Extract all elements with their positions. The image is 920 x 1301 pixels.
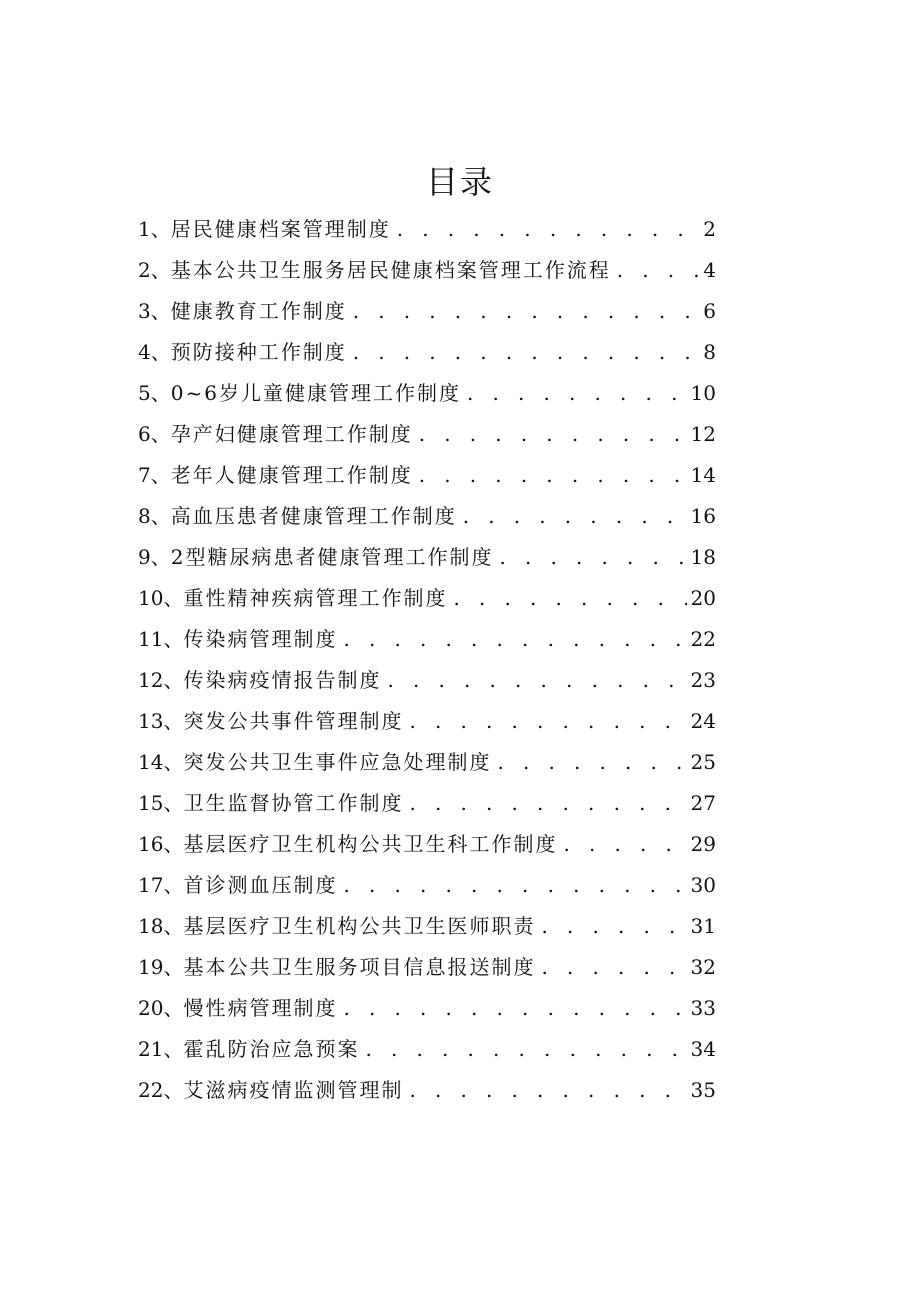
- toc-entry-label: 居民健康档案管理制度: [170, 217, 391, 241]
- toc-entry: [138, 824, 716, 865]
- toc-entry-label: 霍乱防治应急预案: [183, 1037, 360, 1061]
- toc-dot-leader: [397, 209, 700, 250]
- toc-entry-page-number: 25: [690, 750, 716, 774]
- toc-entry-number: 2、: [138, 258, 171, 282]
- toc-entry-label: 卫生监督协管工作制度: [183, 791, 404, 815]
- toc-dot-leader: [541, 906, 686, 947]
- toc-dot-leader: [343, 865, 686, 906]
- toc-entry-page-number: 33: [690, 996, 716, 1020]
- toc-entry-number: 13、: [138, 709, 184, 733]
- toc-dot-leader: [463, 496, 687, 537]
- toc-entry-page-number: 23: [690, 668, 716, 692]
- toc-entry-number: 9、: [138, 545, 171, 569]
- toc-entry-page-number: 20: [690, 586, 716, 610]
- toc-entry: [138, 701, 716, 742]
- toc-entry-label: 重性精神疾病管理工作制度: [183, 586, 448, 610]
- toc-entry: [138, 1029, 716, 1070]
- toc-entry-number: 5、: [138, 381, 171, 405]
- toc-dot-leader: [467, 373, 687, 414]
- toc-entry-label: 传染病疫情报告制度: [183, 668, 382, 692]
- toc-entry-page-number: 4: [703, 258, 716, 282]
- toc-entry-page-number: 22: [690, 627, 716, 651]
- toc-entry-label: 突发公共事件管理制度: [183, 709, 404, 733]
- toc-entry-number: 1、: [138, 217, 171, 241]
- toc-dot-leader: [365, 1029, 686, 1070]
- toc-entry-page-number: 12: [690, 422, 716, 446]
- toc-entry-page-number: 34: [690, 1037, 716, 1061]
- toc-entry-page-number: 18: [690, 545, 716, 569]
- toc-entry: [138, 291, 716, 332]
- toc-entry-label: 预防接种工作制度: [170, 340, 347, 364]
- toc-dot-leader: [353, 332, 700, 373]
- toc-dot-leader: [419, 455, 687, 496]
- toc-entry-number: 7、: [138, 463, 171, 487]
- toc-entry-label: 高血压患者健康管理工作制度: [170, 504, 457, 528]
- toc-entry: [138, 414, 716, 455]
- toc-entry: [138, 250, 716, 291]
- toc-entry-number: 14、: [138, 750, 184, 774]
- toc-entry-number: 3、: [138, 299, 171, 323]
- toc-entry-label: 慢性病管理制度: [183, 996, 338, 1020]
- toc-entry: [138, 578, 716, 619]
- toc-entry-page-number: 29: [690, 832, 716, 856]
- toc-entry-number: 8、: [138, 504, 171, 528]
- toc-entry-page-number: 6: [703, 299, 716, 323]
- toc-entry-label: 传染病管理制度: [183, 627, 338, 651]
- toc-entry-number: 16、: [138, 832, 184, 856]
- toc-entry-number: 18、: [138, 914, 184, 938]
- toc-dot-leader: [343, 988, 686, 1029]
- toc-entry-page-number: 2: [703, 217, 716, 241]
- toc-dot-leader: [409, 783, 686, 824]
- toc-entry-label: 基本公共卫生服务项目信息报送制度: [183, 955, 536, 979]
- toc-entry-page-number: 32: [690, 955, 716, 979]
- toc-entry: [138, 1070, 716, 1111]
- toc-entry-number: 10、: [138, 586, 184, 610]
- toc-entry: [138, 865, 716, 906]
- toc-entry-label: 孕产妇健康管理工作制度: [170, 422, 413, 446]
- toc-dot-leader: [409, 1070, 686, 1111]
- toc-dot-leader: [419, 414, 687, 455]
- toc-entry-label: 基层医疗卫生机构公共卫生科工作制度: [183, 832, 558, 856]
- toc-entry-number: 22、: [138, 1078, 184, 1102]
- toc-entry: [138, 455, 716, 496]
- toc-entry: [138, 906, 716, 947]
- toc-entry-label: 首诊测血压制度: [183, 873, 338, 897]
- toc-entry: [138, 332, 716, 373]
- toc-dot-leader: [563, 824, 686, 865]
- toc-entry-page-number: 16: [690, 504, 716, 528]
- toc-entry-page-number: 8: [703, 340, 716, 364]
- toc-entry-label: 艾滋病疫情监测管理制: [183, 1078, 404, 1102]
- toc-entry-number: 6、: [138, 422, 171, 446]
- toc-dot-leader: [409, 701, 686, 742]
- toc-entry: [138, 742, 716, 783]
- toc-entry-number: 4、: [138, 340, 171, 364]
- toc-entry-label: 0~6岁儿童健康管理工作制度: [170, 381, 461, 405]
- toc-entry: [138, 947, 716, 988]
- toc-dot-leader: [387, 660, 686, 701]
- toc-entry-label: 老年人健康管理工作制度: [170, 463, 413, 487]
- toc-entry-page-number: 30: [690, 873, 716, 897]
- toc-dot-leader: [497, 742, 686, 783]
- toc-entry-page-number: 31: [690, 914, 716, 938]
- toc-entry-number: 15、: [138, 791, 184, 815]
- toc-entry-page-number: 35: [690, 1078, 716, 1102]
- toc-entry: [138, 373, 716, 414]
- toc-entry-label: 突发公共卫生事件应急处理制度: [183, 750, 492, 774]
- toc-entry-page-number: 14: [690, 463, 716, 487]
- toc-title: 目录: [425, 163, 494, 201]
- toc-entry-label: 2型糖尿病患者健康管理工作制度: [170, 545, 494, 569]
- toc-entry-number: 20、: [138, 996, 184, 1020]
- toc-entry-page-number: 24: [690, 709, 716, 733]
- toc-entry: [138, 783, 716, 824]
- toc-entry-label: 基本公共卫生服务居民健康档案管理工作流程: [170, 258, 611, 282]
- toc-entry: [138, 619, 716, 660]
- toc-entry-page-number: 10: [690, 381, 716, 405]
- toc-dot-leader: [453, 578, 686, 619]
- toc-entry: [138, 209, 716, 250]
- toc-entry-page-number: 27: [690, 791, 716, 815]
- toc-dot-leader: [617, 250, 700, 291]
- toc-entry-number: 11、: [138, 627, 184, 651]
- toc-entry-number: 19、: [138, 955, 184, 979]
- toc-entry: [138, 660, 716, 701]
- toc-entry-number: 12、: [138, 668, 184, 692]
- toc-dot-leader: [353, 291, 700, 332]
- toc-entry-label: 基层医疗卫生机构公共卫生医师职责: [183, 914, 536, 938]
- toc-entry: [138, 537, 716, 578]
- toc-entry-number: 17、: [138, 873, 184, 897]
- toc-dot-leader: [499, 537, 686, 578]
- toc-dot-leader: [541, 947, 686, 988]
- toc-list: [138, 209, 716, 1111]
- toc-entry: [138, 496, 716, 537]
- toc-entry-number: 21、: [138, 1037, 184, 1061]
- toc-dot-leader: [343, 619, 686, 660]
- toc-entry: [138, 988, 716, 1029]
- toc-entry-label: 健康教育工作制度: [170, 299, 347, 323]
